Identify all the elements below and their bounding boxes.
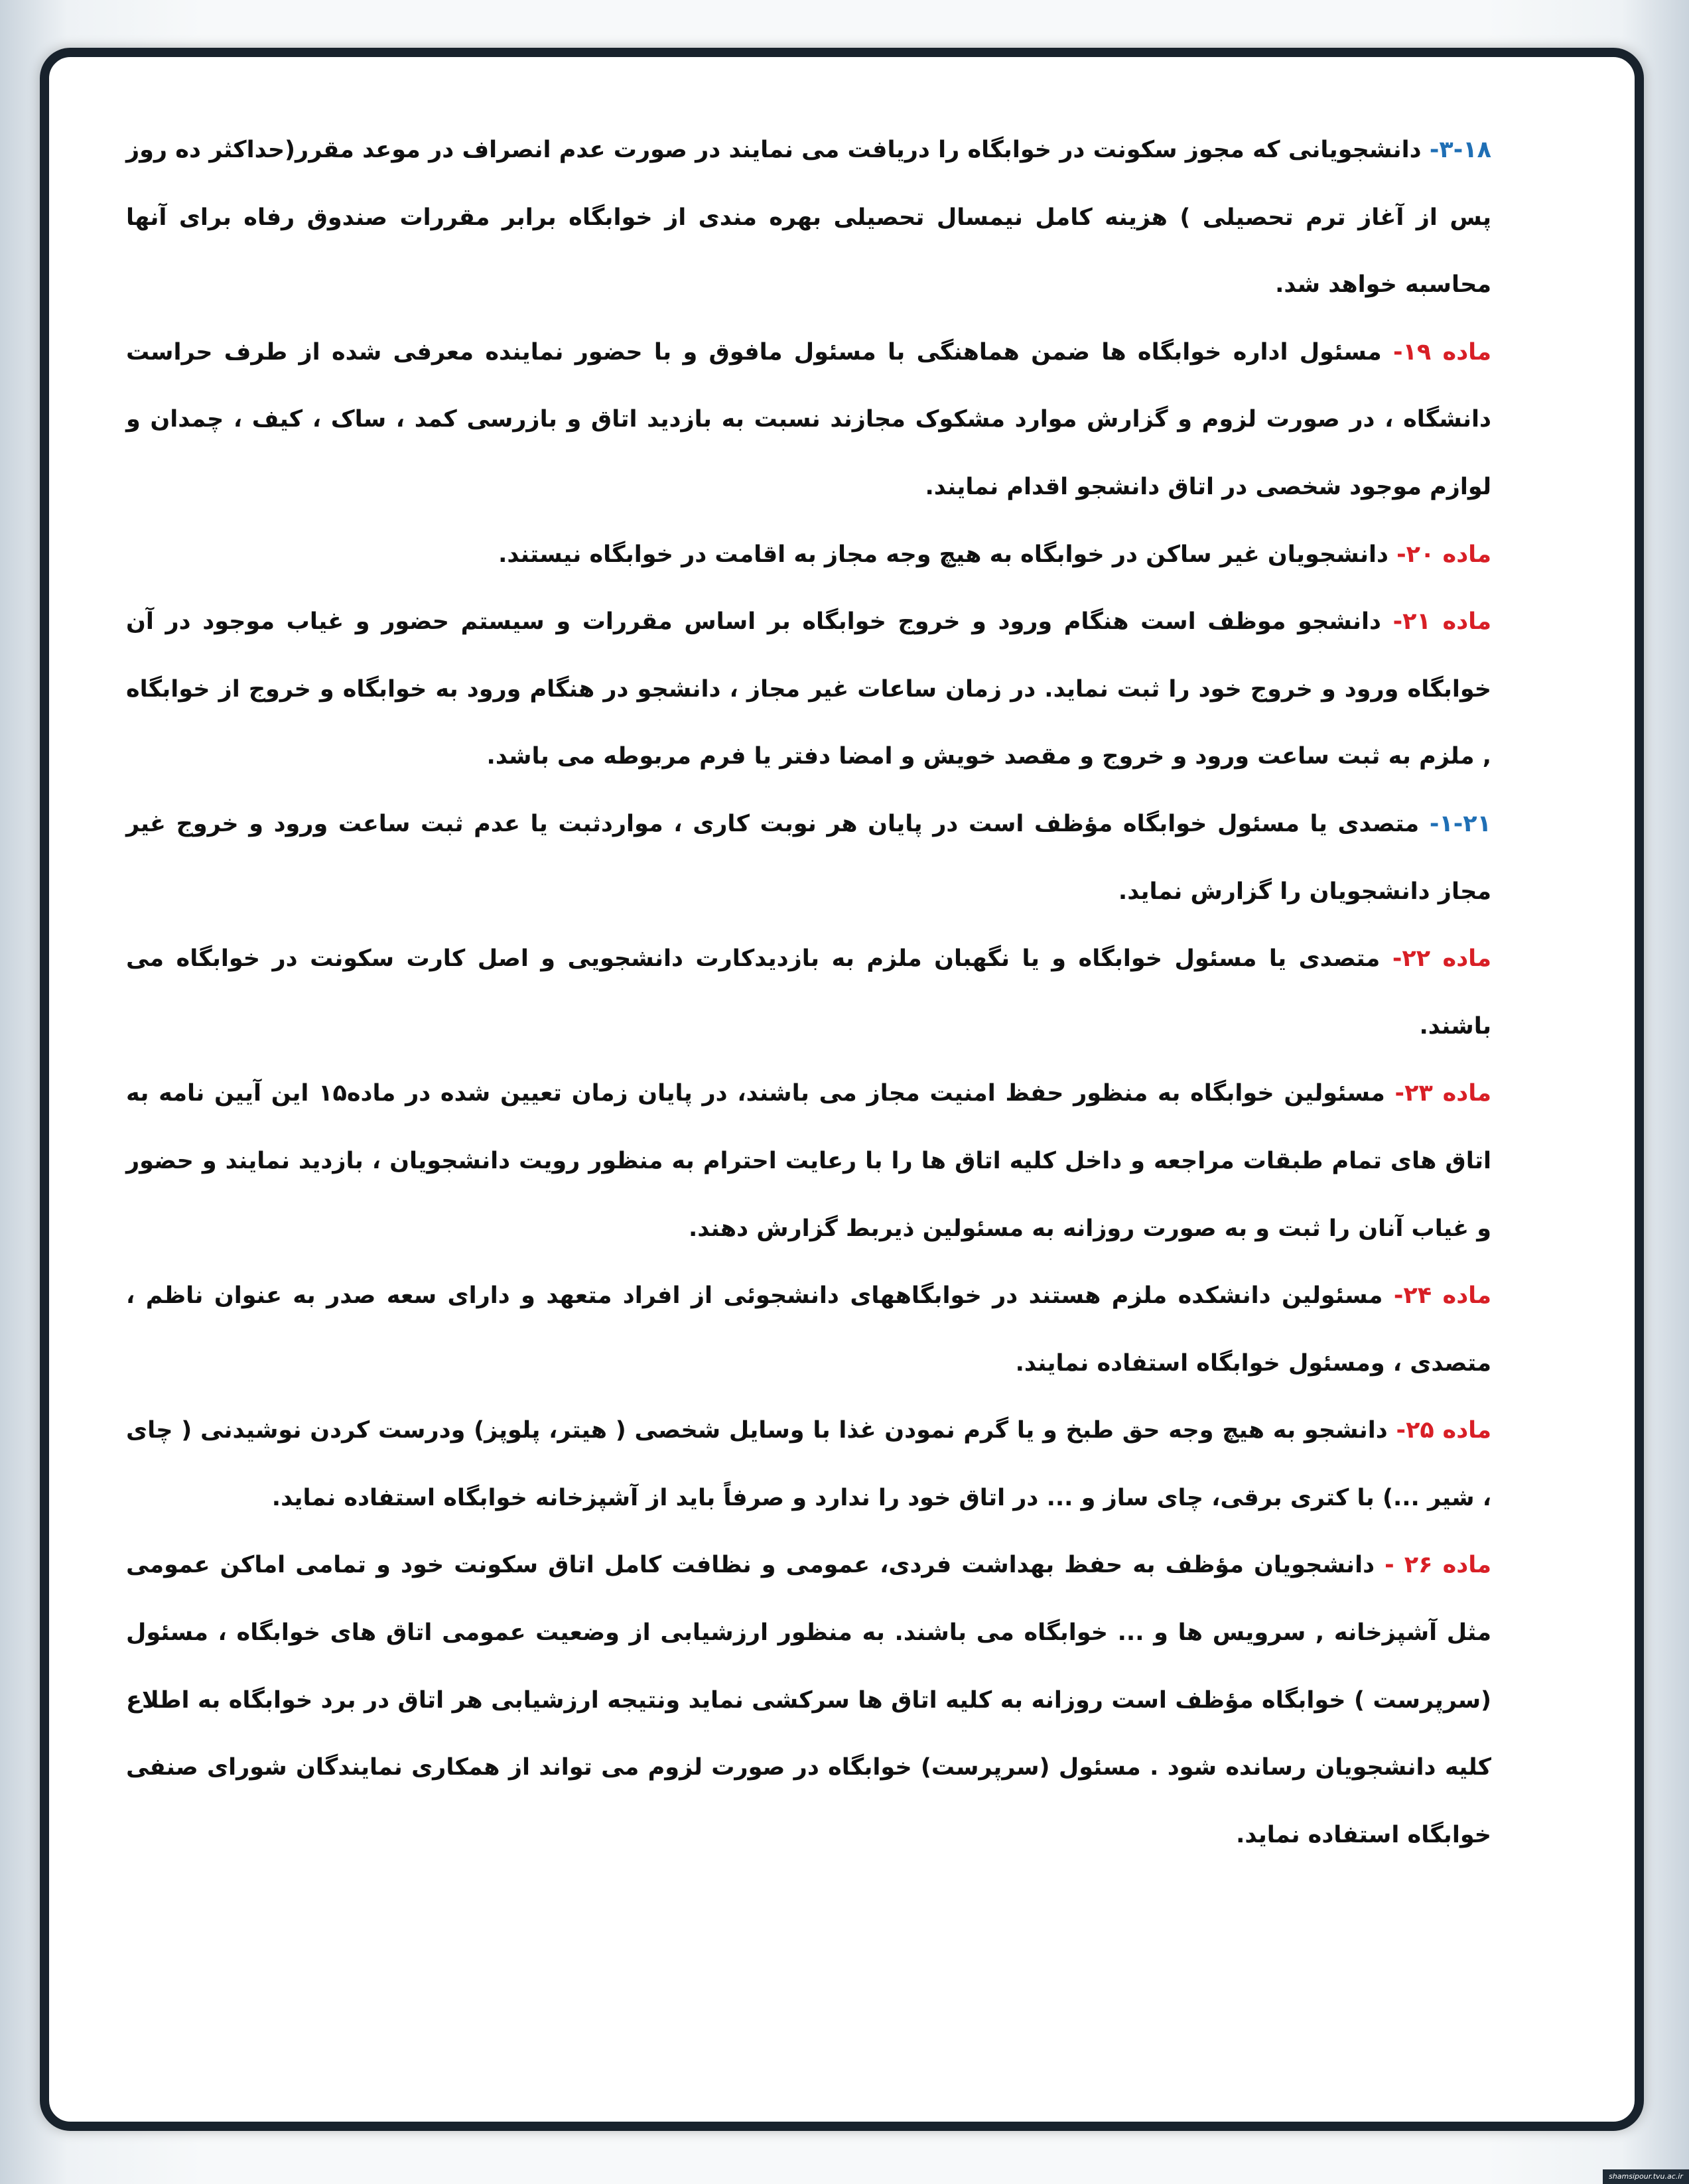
article-text: مسئول اداره خوابگاه ها ضمن هماهنگی با مسئول مافوق و با حضور نماینده معرفی شده از طرف حراست دانشگاه ، در صورت لزوم و گزارش موارد مشکوک مجازند نسبت به بازدید اتاق و بازرسی کمد ، ساک ، کیف ، چمدان و لوازم موجود شخصی در اتاق دانشجو اقدام نمایند. (126, 338, 1491, 500)
paragraph-3-18 (126, 117, 1491, 319)
paragraph-article-20 (126, 521, 1491, 589)
document-body (126, 117, 1491, 1869)
article-text: مسئولین دانشکده ملزم هستند در خوابگاههای دانشجوئی از افراد متعهد و دارای سعه صدر به عنوان ناظم ، متصدی ، ومسئول خوابگاه استفاده نمایند. (126, 1282, 1491, 1377)
clause-text: دانشجویانی که مجوز سکونت در خوابگاه را دریافت می نمایند در صورت عدم انصراف در موعد مقرر(حداکثر ده روز پس از آغاز ترم تحصیلی ) هزینه کامل نیمسال تحصیلی بهره مندی از خوابگاه برابر مقررات صندوق رفاه برای آنها محاسبه خواهد شد. (126, 137, 1491, 299)
paragraph-article-23 (126, 1060, 1491, 1263)
paragraph-article-21 (126, 588, 1491, 791)
article-text: دانشجویان مؤظف به حفظ بهداشت فردی، عمومی و نظافت کامل اتاق سکونت خود و تمامی اماکن عمومی مثل آشپزخانه , سرویس ها و ... خوابگاه می باشند. به منظور ارزشیابی از وضعیت عمومی اتاق های خوابگاه ، مسئول (سرپرست ) خوابگاه مؤظف است روزانه به کلیه اتاق ها سرکشی نماید ونتیجه ارزشیابی هر اتاق در برد خوابگاه به اطلاع کلیه دانشجویان رسانده شود . مسئول (سرپرست) خوابگاه در صورت لزوم می تواند از همکاری نمایندگان شورای صنفی خوابگاه استفاده نماید. (126, 1552, 1491, 1848)
paragraph-article-25 (126, 1397, 1491, 1532)
paragraph-article-22 (126, 925, 1491, 1060)
paragraph-article-26 (126, 1532, 1491, 1869)
article-label: ماده ۲۵- (1396, 1417, 1491, 1444)
article-text: متصدی یا مسئول خوابگاه و یا نگهبان ملزم به بازدیدکارت دانشجویی و اصل کارت سکونت در خوابگاه می باشند. (126, 945, 1491, 1040)
article-text: دانشجو به هیچ وجه حق طبخ و یا گرم نمودن غذا با وسایل شخصی ( هیتر، پلوپز) ودرست کردن نوشیدنی ( چای ، شیر ...) با کتری برقی، چای ساز و ... در اتاق خود را ندارد و صرفاً باید از آشپزخانه خوابگاه استفاده نماید. (126, 1417, 1491, 1511)
clause-label: ۳-۱۸- (1429, 137, 1491, 163)
paragraph-article-19 (126, 319, 1491, 521)
article-text: مسئولین خوابگاه به منظور حفظ امنیت مجاز می باشند، در پایان زمان تعیین شده در ماده۱۵ این آیین نامه به اتاق های تمام طبقات مراجعه و داخل کلیه اتاق ها را با رعایت احترام به منظور رویت دانشجویان ، بازدید نمایند و حضور و غیاب آنان را ثبت و به صورت روزانه به مسئولین ذیربط گزارش دهند. (126, 1080, 1491, 1242)
paragraph-1-21 (126, 791, 1491, 925)
article-label: ماده ۲۴- (1393, 1282, 1491, 1310)
article-label: ماده ۲۶ - (1385, 1552, 1492, 1579)
article-label: ماده ۲۳- (1394, 1080, 1492, 1107)
paragraph-article-24 (126, 1263, 1491, 1397)
source-watermark: shamsipour.tvu.ac.ir (1603, 2169, 1689, 2184)
clause-label: ۱-۲۱- (1429, 810, 1491, 837)
clause-text: متصدی یا مسئول خوابگاه مؤظف است در پایان هر نوبت کاری ، مواردثبت یا عدم ثبت ساعت ورود و خروج غیر مجاز دانشجویان را گزارش نماید. (126, 810, 1491, 905)
article-text: دانشجو موظف است هنگام ورود و خروج خوابگاه بر اساس مقررات و سیستم حضور و غیاب موجود در آن خوابگاه ورود و خروج خود را ثبت نماید. در زمان ساعات غیر مجاز ، دانشجو در هنگام ورود به خوابگاه و خروج از خوابگاه , ملزم به ثبت ساعت ورود و خروج و مقصد خویش و امضا دفتر یا فرم مربوطه می باشد. (126, 608, 1491, 770)
article-label: ماده ۲۰- (1396, 541, 1491, 568)
article-text: دانشجویان غیر ساکن در خوابگاه به هیچ وجه مجاز به اقامت در خوابگاه نیستند. (498, 541, 1397, 568)
article-label: ماده ۲۲- (1392, 945, 1491, 973)
article-label: ماده ۱۹- (1392, 338, 1491, 366)
article-label: ماده ۲۱- (1392, 608, 1491, 636)
